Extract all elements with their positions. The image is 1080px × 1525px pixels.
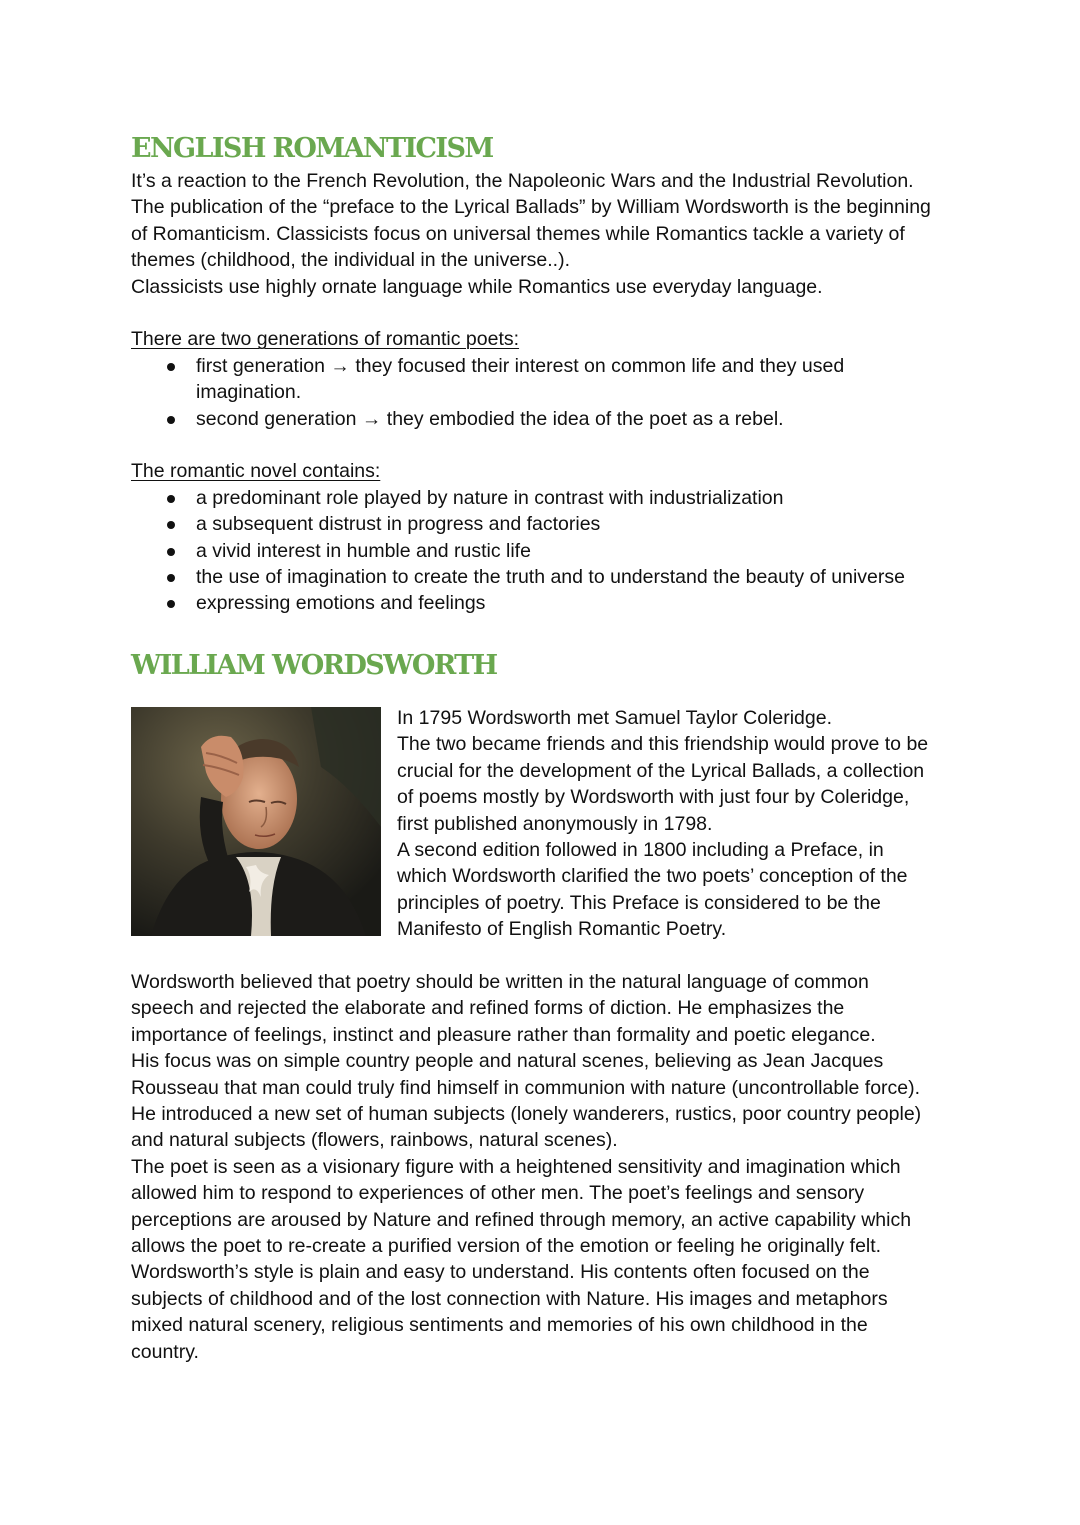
document-page — [131, 130, 961, 1365]
body-paragraph — [131, 969, 961, 1365]
intro-line: themes (childhood, the individual in the universe..). — [131, 249, 570, 272]
bullet-icon — [167, 548, 175, 556]
list-item-line: imagination. — [196, 381, 302, 404]
section-title-english-romanticism: ENGLISH ROMANTICISM — [131, 133, 493, 164]
bio-line: A second edition followed in 1800 including a Preface, in — [397, 838, 884, 861]
body-line: subjects of childhood and of the lost connection with Nature. His images and metaphors — [131, 1287, 888, 1310]
list-item-text: a vivid interest in humble and rustic life — [196, 539, 531, 562]
list-item — [131, 511, 961, 537]
bio-line: principles of poetry. This Preface is considered to be the — [397, 891, 881, 914]
list-item-text: expressing emotions and feelings — [196, 592, 486, 615]
bio-line: Manifesto of English Romantic Poetry. — [397, 918, 727, 941]
section-title-william-wordsworth: WILLIAM WORDSWORTH — [131, 649, 497, 681]
bio-line: The two became friends and this friendship would prove to be — [397, 733, 929, 756]
bio-line: which Wordsworth clarified the two poets’ conception of the — [397, 865, 908, 888]
list-item — [131, 353, 961, 406]
body-line: country. — [131, 1340, 199, 1363]
novel-list — [131, 485, 961, 617]
intro-paragraph — [131, 168, 961, 300]
body-line: and natural subjects (flowers, rainbows, natural scenes). — [131, 1129, 618, 1152]
body-line: allowed him to respond to experiences of other men. The poet’s feelings and sensory — [131, 1182, 865, 1205]
intro-line: The publication of the “preface to the Lyrical Ballads” by William Wordsworth is the beginning — [131, 196, 931, 219]
wordsworth-portrait-image — [131, 707, 381, 936]
body-line: importance of feelings, instinct and pleasure rather than formality and poetic elegance. — [131, 1023, 876, 1046]
generations-heading: There are two generations of romantic poets: — [131, 328, 520, 351]
body-line: mixed natural scenery, religious sentiments and memories of his own childhood in the — [131, 1314, 868, 1337]
body-line: allows the poet to re-create a purified version of the emotion or feeling he originally felt. — [131, 1234, 882, 1257]
list-item-text: a subsequent distrust in progress and factories — [196, 513, 601, 536]
list-item — [131, 564, 961, 590]
body-line: He introduced a new set of human subjects (lonely wanderers, rustics, poor country people) — [131, 1102, 922, 1125]
bio-line: In 1795 Wordsworth met Samuel Taylor Coleridge. — [397, 706, 832, 729]
body-line: Wordsworth’s style is plain and easy to understand. His contents often focused on the — [131, 1261, 870, 1284]
bio-line: crucial for the development of the Lyrical Ballads, a collection — [397, 759, 925, 782]
bullet-icon — [167, 363, 175, 371]
list-item — [131, 485, 961, 511]
generations-list — [131, 353, 961, 432]
body-line: Wordsworth believed that poetry should be written in the natural language of common — [131, 970, 869, 993]
intro-line: It’s a reaction to the French Revolution, the Napoleonic Wars and the Industrial Revolution. — [131, 170, 914, 192]
bio-line: first published anonymously in 1798. — [397, 812, 713, 835]
intro-line: Classicists use highly ornate language while Romantics use everyday language. — [131, 275, 823, 298]
bullet-icon — [167, 416, 175, 424]
bio-paragraph — [397, 705, 961, 943]
body-line: speech and rejected the elaborate and refined forms of diction. He emphasizes the — [131, 997, 845, 1020]
body-line: Rousseau that man could truly find himself in communion with nature (uncontrollable force). — [131, 1076, 921, 1099]
list-item-line: second generation → they embodied the idea of the poet as a rebel. — [196, 407, 784, 430]
bullet-icon — [167, 521, 175, 529]
body-line: The poet is seen as a visionary figure with a heightened sensitivity and imagination which — [131, 1155, 901, 1178]
bio-block — [131, 705, 961, 943]
list-item — [131, 590, 961, 616]
list-item-text: the use of imagination to create the truth and to understand the beauty of universe — [196, 566, 905, 589]
intro-line: of Romanticism. Classicists focus on universal themes while Romantics tackle a variety of — [131, 222, 905, 245]
bio-line: of poems mostly by Wordsworth with just four by Coleridge, — [397, 786, 910, 809]
list-item — [131, 538, 961, 564]
body-line: perceptions are aroused by Nature and refined through memory, an active capability which — [131, 1208, 912, 1231]
list-item-line: first generation → they focused their interest on common life and they used — [196, 354, 845, 377]
list-item — [131, 406, 961, 432]
bullet-icon — [167, 574, 175, 582]
body-line: His focus was on simple country people and natural scenes, believing as Jean Jacques — [131, 1050, 884, 1073]
bullet-icon — [167, 495, 175, 503]
bullet-icon — [167, 600, 175, 608]
list-item-text: a predominant role played by nature in contrast with industrialization — [196, 486, 784, 509]
novel-heading: The romantic novel contains: — [131, 460, 381, 483]
